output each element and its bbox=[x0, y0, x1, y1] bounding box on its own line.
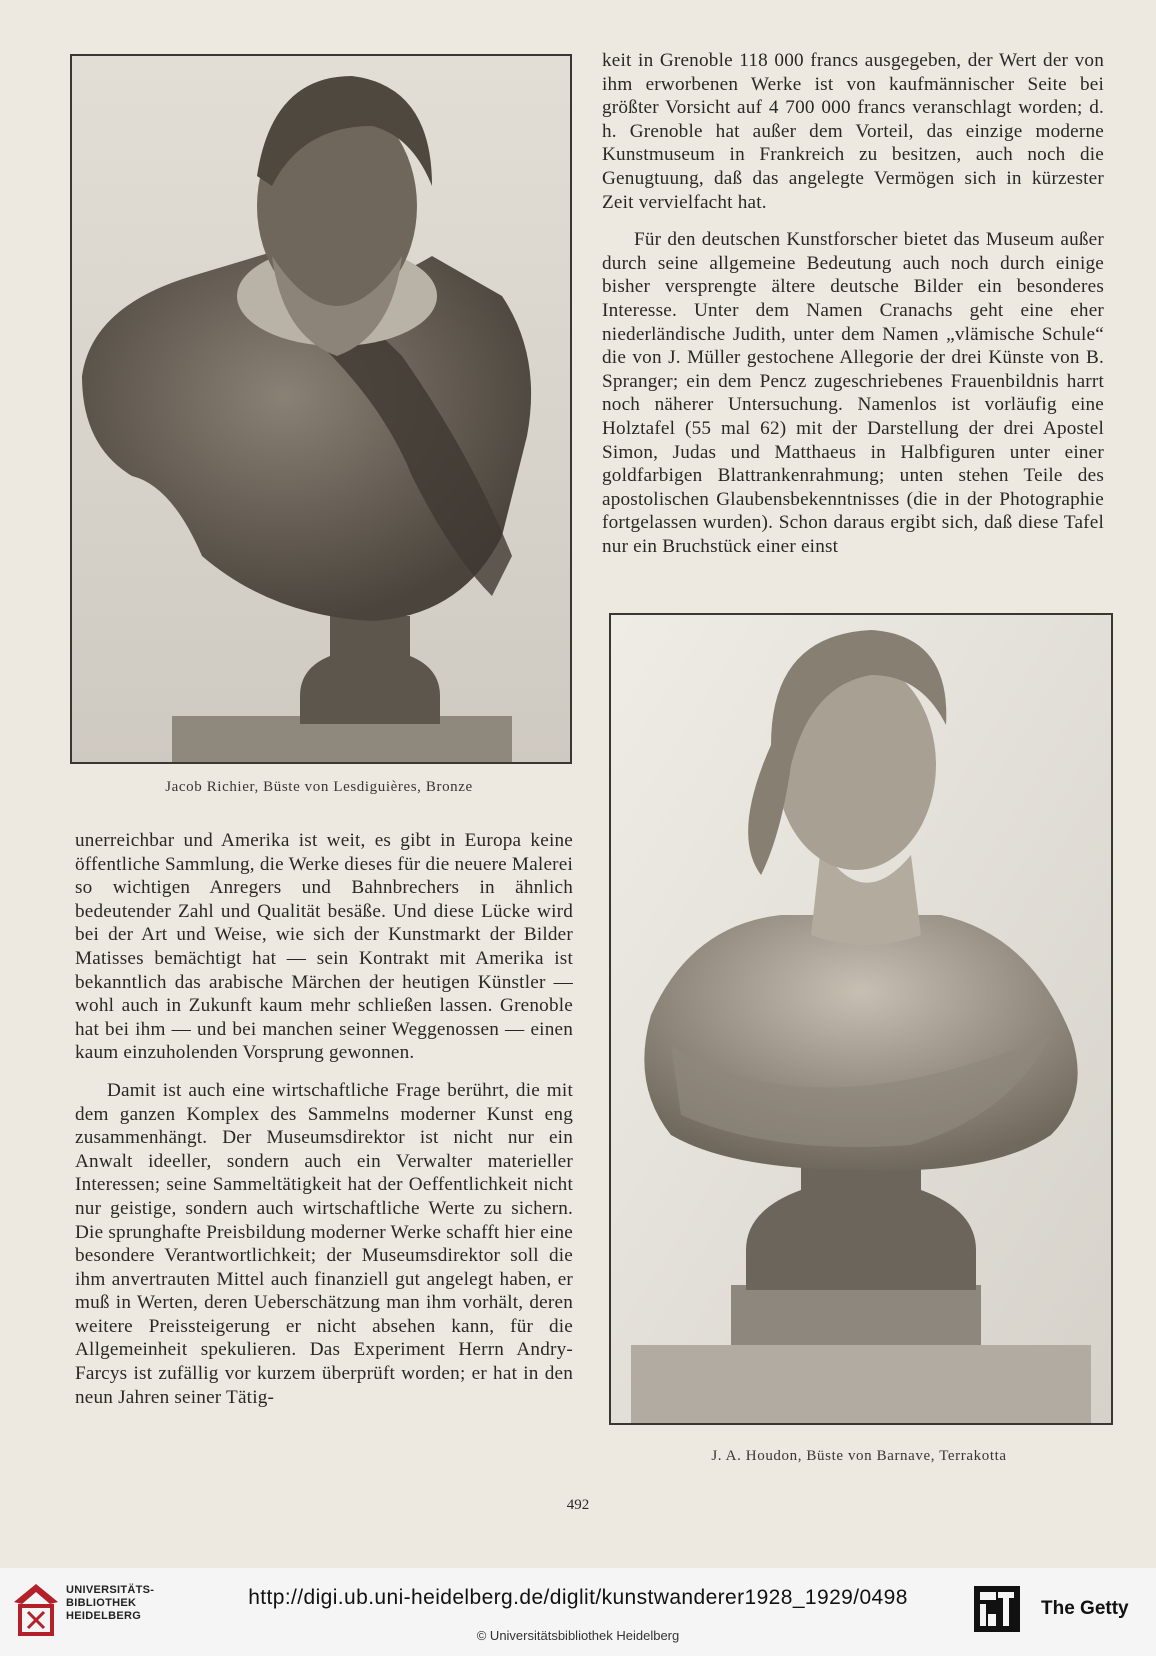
figure-caption-right: J. A. Houdon, Büste von Barnave, Terrakotta bbox=[711, 1448, 1007, 1464]
getty-name: The Getty bbox=[1041, 1598, 1129, 1619]
text-column-top-right bbox=[602, 49, 1104, 558]
paragraph: Damit ist auch eine wirtschaftliche Frage berührt, die mit dem ganzen Komplex des Sammelns moderner Kunst eng zusammenhängt. Der Museumsdirektor ist nicht nur ein Anwalt ideeller, sondern auch ein Verwalter materieller Interessen; seine Sammeltätigkeit hat der Oeffentlichkeit nicht nur geistige, sondern auch wirtschaftliche Werte zu sichern. Die sprunghafte Preisbildung moderner Werke schafft hier eine besondere Verantwortlichkeit; der Museumsdirektor soll die ihm anvertrauten Mittel auch finanziell gut angelegt haben, er muß in Werten, deren Ueberschätzung man ihm vorhält, deren weitere Preissteigerung er nicht absehen kann, für die Allgemeinheit spekulieren. Das Experiment Herrn Andry-Farcys ist zufällig vor kurzem überprüft worden; er hat in den neun Jahren seiner Tätig- bbox=[75, 1079, 573, 1408]
bronze-bust-image bbox=[72, 56, 570, 762]
text-column-bottom-left bbox=[75, 829, 573, 1409]
figure-caption-left: Jacob Richier, Büste von Lesdiguières, Bronze bbox=[165, 779, 473, 795]
page-number: 492 bbox=[566, 1497, 590, 1513]
figure-lesdiguieres-bust bbox=[70, 54, 572, 764]
copyright-notice: © Universitätsbibliothek Heidelberg bbox=[476, 1628, 680, 1643]
paragraph: keit in Grenoble 118 000 francs ausgegeben, der Wert der von ihm erworbenen Werke ist von kaufmännischer Seite bei größter Vorsicht auf 4 700 000 francs veranschlagt worden; d. h. Grenoble hat außer dem Vorteil, das einzige moderne Kunstmuseum in Frankreich zu besitzen, auch noch die Genugtuung, daß das angelegte Vermögen sich in kürzester Zeit vervielfacht hat. bbox=[602, 50, 1104, 213]
figure-barnave-bust bbox=[609, 613, 1113, 1425]
terracotta-bust-image bbox=[611, 615, 1111, 1423]
getty-logo-icon bbox=[972, 1584, 1022, 1634]
footer-bar bbox=[0, 1568, 1156, 1656]
paragraph: Für den deutschen Kunstforscher bietet das Museum außer durch seine allgemeine Bedeutung auch noch durch einige bisher versprengte ältere deutsche Bilder ein besonderes Interesse. Unter dem Namen Cranachs geht eine eher niederländische Judith, unter dem Namen „vlämische Schule“ die von J. Müller gestochene Allegorie der drei Künste von B. Spranger; ein dem Pencz zugeschriebenes Frauenbildnis harrt noch näherer Untersuchung. Namenlos ist vorläufig eine Holztafel (55 mal 62) mit der Darstellung der drei Apostel Simon, Judas und Matthaeus in Halbfiguren unter einer goldfarbigen Blattrankenrahmung; unten stehen Teile des apostolischen Glaubensbekenntnisses (die in der Photographie fortgelassen wurden). Schon daraus ergibt sich, daß diese Tafel nur ein Bruchstück einer einst bbox=[602, 229, 1104, 557]
library-name: UNIVERSITÄTS- BIBLIOTHEK HEIDELBERG bbox=[66, 1584, 155, 1622]
permalink-url[interactable]: http://digi.ub.uni-heidelberg.de/diglit/kunstwanderer1928_1929/0498 bbox=[248, 1586, 908, 1609]
paragraph: unerreichbar und Amerika ist weit, es gibt in Europa keine öffentliche Sammlung, die Werke dieses für die neuere Malerei so wichtigen Anregers und Bahnbrechers in ähnlich bedeutender Zahl und Qualität besäße. Und diese Lücke wird bei der Art und Weise, wie sich der Kunstmarkt der Bilder Matisses bemächtigt hat — sein Kontrakt mit Amerika ist bekanntlich das arabische Märchen der heutigen Künstler — wohl auch in Zukunft kaum mehr schließen lassen. Grenoble hat bei ihm — und bei manchen seiner Weggenossen — einen kaum einzuholenden Vorsprung gewonnen. bbox=[75, 830, 573, 1064]
